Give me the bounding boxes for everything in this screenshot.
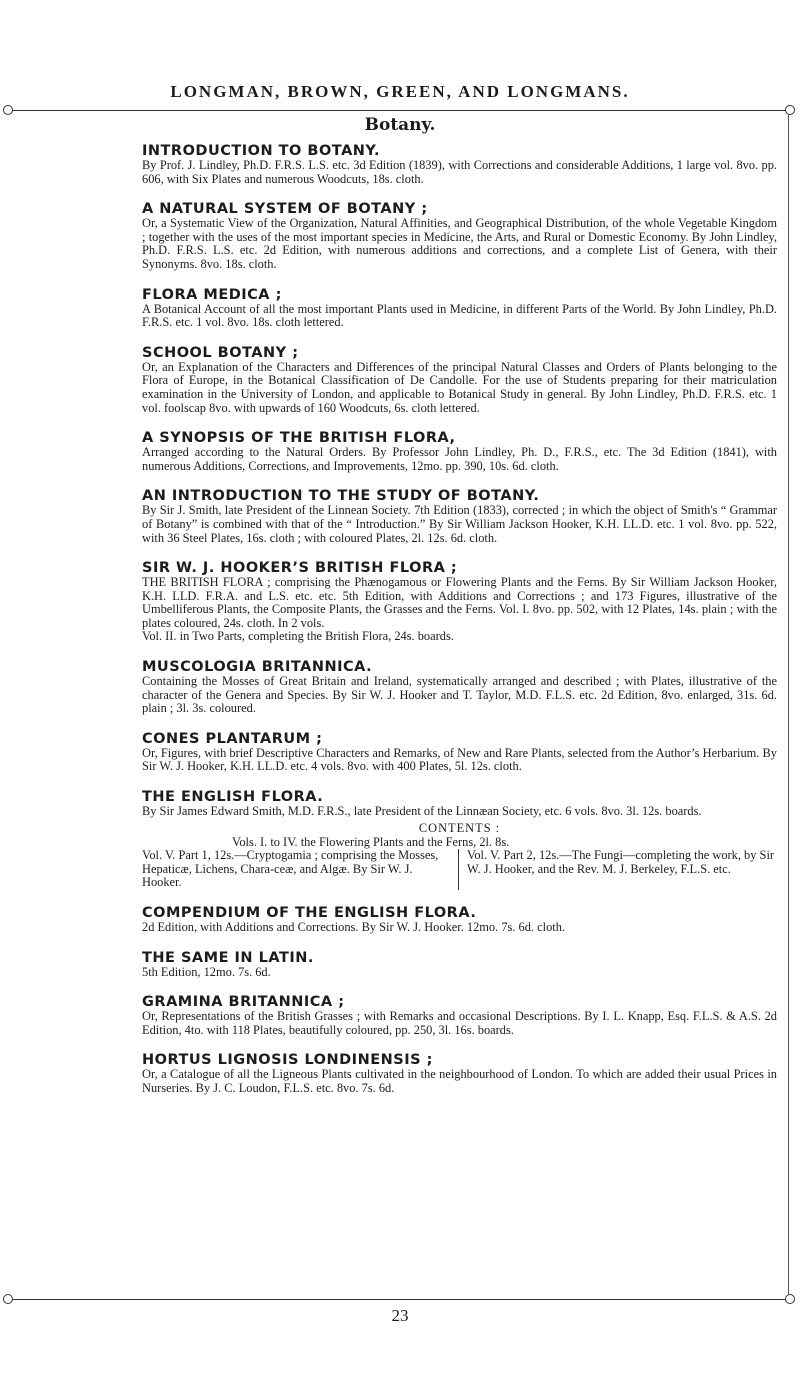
- entry-title: CONES PLANTARUM ;: [142, 730, 323, 747]
- bottom-left-ornament: [3, 1294, 13, 1304]
- entry-body: By Prof. J. Lindley, Ph.D. F.R.S. L.S. etc. 3d Edition (1839), with Corrections and considerable Additions, 1 large vol. 8vo. pp. 606, with Six Plates and numerous Woodcuts, 18s. cloth.: [142, 158, 777, 186]
- entry-title: THE SAME IN LATIN.: [142, 949, 314, 966]
- right-border-line: [788, 114, 789, 1294]
- page-number: 23: [391, 1306, 409, 1325]
- entry-synopsis-british-flora: [142, 430, 777, 473]
- entry-same-in-latin: [142, 950, 777, 980]
- contents-right-column: Vol. V. Part 2, 12s.—The Fungi—completing the work, by Sir W. J. Hooker, and the Rev. M. J. Berkeley, F.L.S. etc.: [467, 848, 775, 876]
- entry-body: Arranged according to the Natural Orders. By Professor John Lindley, Ph. D., F.R.S., etc. The 3d Edition (1841), with numerous Additions, Corrections, and Improvements, 12mo. pp. 390, 10s. 6d. cloth.: [142, 445, 777, 473]
- top-right-ornament: [785, 105, 795, 115]
- entry-compendium: [142, 905, 777, 935]
- entry-body: By Sir J. Smith, late President of the Linnean Society. 7th Edition (1833), corrected ; in which the object of Smith's “ Grammar of Botany” is combined with that of the “ Introduction.” By Sir William Jackson Hooker, K.H. LL.D. etc. 1 vol. 8vo. pp. 522, with 36 Steel Plates, 16s. cloth ; with coloured Plates, 2l. 12s. 6d. cloth.: [142, 503, 777, 545]
- entry-body: Or, Representations of the British Grasses ; with Remarks and occasional Descriptions. By I. L. Knapp, Esq. F.L.S. & A.S. 2d Edition, 4to. with 118 Plates, beautifully coloured, pp. 250, 3l. 16s. boards.: [142, 1009, 777, 1037]
- entry-body: By Sir James Edward Smith, M.D. F.R.S., late President of the Linnæan Society, etc. 6 vols. 8vo. 3l. 12s. boards.: [142, 804, 702, 819]
- entry-body: Containing the Mosses of Great Britain and Ireland, systematically arranged and described ; with Plates, illustrative of the character of the Genera and Species. By Sir W. J. Hooker and T. Taylor, M.D. F.L.S. etc. 2d Edition, 8vo. enlarged, 31s. 6d. plain ; 3l. 3s. coloured.: [142, 674, 777, 716]
- contents-left-column: Vol. V. Part 1, 12s.—Cryptogamia ; comprising the Mosses, Hepaticæ, Lichens, Chara-ceæ, and Algæ. By Sir W. J. Hooker.: [142, 849, 459, 890]
- entry-body: Or, an Explanation of the Characters and Differences of the principal Natural Classes and Orders of Plants belonging to the Flora of Europe, in the Botanical Classification of De Candolle. For the use of Students preparing for their matriculation examination in the University of London, and applicable to Botanical Study in general. By John Lindley, Ph.D. F.R.S. etc. 1 vol. foolscap 8vo. with upwards of 160 Woodcuts, 6s. cloth lettered.: [142, 359, 777, 415]
- entry-body: Or, a Systematic View of the Organization, Natural Affinities, and Geographical Distribution, of the whole Vegetable Kingdom ; together with the uses of the most important species in Medicine, the Arts, and Rural or Domestic Economy. By John Lindley, Ph.D. F.R.S. L.S. etc. 2d Edition, with numerous additions and corrections, and a complete List of Genera, with their Synonyms. 8vo. 18s. cloth.: [142, 216, 777, 271]
- entry-gramina-britannica: [142, 994, 777, 1037]
- entry-hooker-british-flora: [142, 560, 777, 644]
- entry-title: SCHOOL BOTANY ;: [142, 344, 299, 361]
- entry-title: HORTUS LIGNOSIS LONDINENSIS ;: [142, 1052, 433, 1069]
- entry-title: AN INTRODUCTION TO THE STUDY OF BOTANY.: [142, 488, 540, 505]
- entry-body-volume-two: Vol. II. in Two Parts, completing the British Flora, 24s. boards.: [142, 629, 454, 644]
- top-rule: [10, 110, 790, 111]
- entry-title: MUSCOLOGIA BRITANNICA.: [142, 659, 373, 676]
- entry-cones-plantarum: [142, 731, 777, 774]
- entry-hortus-lignosis: [142, 1052, 777, 1095]
- entry-school-botany: [142, 345, 777, 415]
- entry-title: FLORA MEDICA ;: [142, 286, 282, 303]
- entry-title: GRAMINA BRITANNICA ;: [142, 994, 345, 1011]
- contents-heading: CONTENTS :: [418, 820, 501, 835]
- entry-title: INTRODUCTION TO BOTANY.: [142, 143, 381, 159]
- entry-title: A SYNOPSIS OF THE BRITISH FLORA,: [142, 430, 456, 447]
- entry-body: 2d Edition, with Additions and Corrections. By Sir W. J. Hooker. 12mo. 7s. 6d. cloth.: [142, 920, 565, 934]
- entry-title: THE ENGLISH FLORA.: [142, 789, 324, 806]
- entry-body: 5th Edition, 12mo. 7s. 6d.: [142, 964, 271, 979]
- entry-natural-system: [142, 201, 777, 271]
- contents-columns: [142, 849, 777, 890]
- entry-muscologia: [142, 659, 777, 716]
- top-left-ornament: [3, 105, 13, 115]
- entry-title: SIR W. J. HOOKER’S BRITISH FLORA ;: [142, 560, 458, 577]
- contents-volumes-line: Vols. I. to IV. the Flowering Plants and the Ferns, 2l. 8s.: [232, 834, 510, 849]
- entry-english-flora: [142, 789, 777, 890]
- bottom-rule: [10, 1299, 790, 1300]
- entries-list: [142, 143, 777, 1111]
- entry-body: A Botanical Account of all the most important Plants used in Medicine, in different Parts of the World. By John Lindley, Ph.D. F.R.S. etc. 1 vol. 8vo. 18s. cloth lettered.: [142, 301, 777, 330]
- entry-flora-medica: [142, 287, 777, 330]
- publisher-header: LONGMAN, BROWN, GREEN, AND LONGMANS.: [170, 82, 630, 101]
- entry-body: Or, a Catalogue of all the Ligneous Plants cultivated in the neighbourhood of London. To which are added their usual Prices in Nurseries. By J. C. Loudon, F.L.S. etc. 8vo. 7s. 6d.: [142, 1067, 777, 1095]
- entry-title: A NATURAL SYSTEM OF BOTANY ;: [142, 201, 428, 218]
- entry-body: THE BRITISH FLORA ; comprising the Phænogamous or Flowering Plants and the Ferns. By Sir William Jackson Hooker, K.H. LLD. F.R.A. and L.S. etc. etc. 5th Edition, with Additions and Corrections ; and 173 Figures, illustrative of the Umbelliferous Plants, the Composite Plants, the Grasses and the Ferns. Vol. I. 8vo. pp. 502, with 12 Plates, 14s. plain ; with the plates coloured, 24s. cloth. In 2 vols.: [142, 575, 777, 630]
- entry-introduction-botany: [142, 143, 777, 186]
- entry-study-of-botany: [142, 488, 777, 545]
- entry-title: COMPENDIUM OF THE ENGLISH FLORA.: [142, 905, 477, 921]
- section-title: Botany.: [364, 115, 436, 135]
- entry-body: Or, Figures, with brief Descriptive Characters and Remarks, of New and Rare Plants, selected from the Author’s Herbarium. By Sir W. J. Hooker, K.H. LL.D. etc. 4 vols. 8vo. with 400 Plates, 5l. 12s. cloth.: [142, 745, 777, 774]
- bottom-right-ornament: [785, 1294, 795, 1304]
